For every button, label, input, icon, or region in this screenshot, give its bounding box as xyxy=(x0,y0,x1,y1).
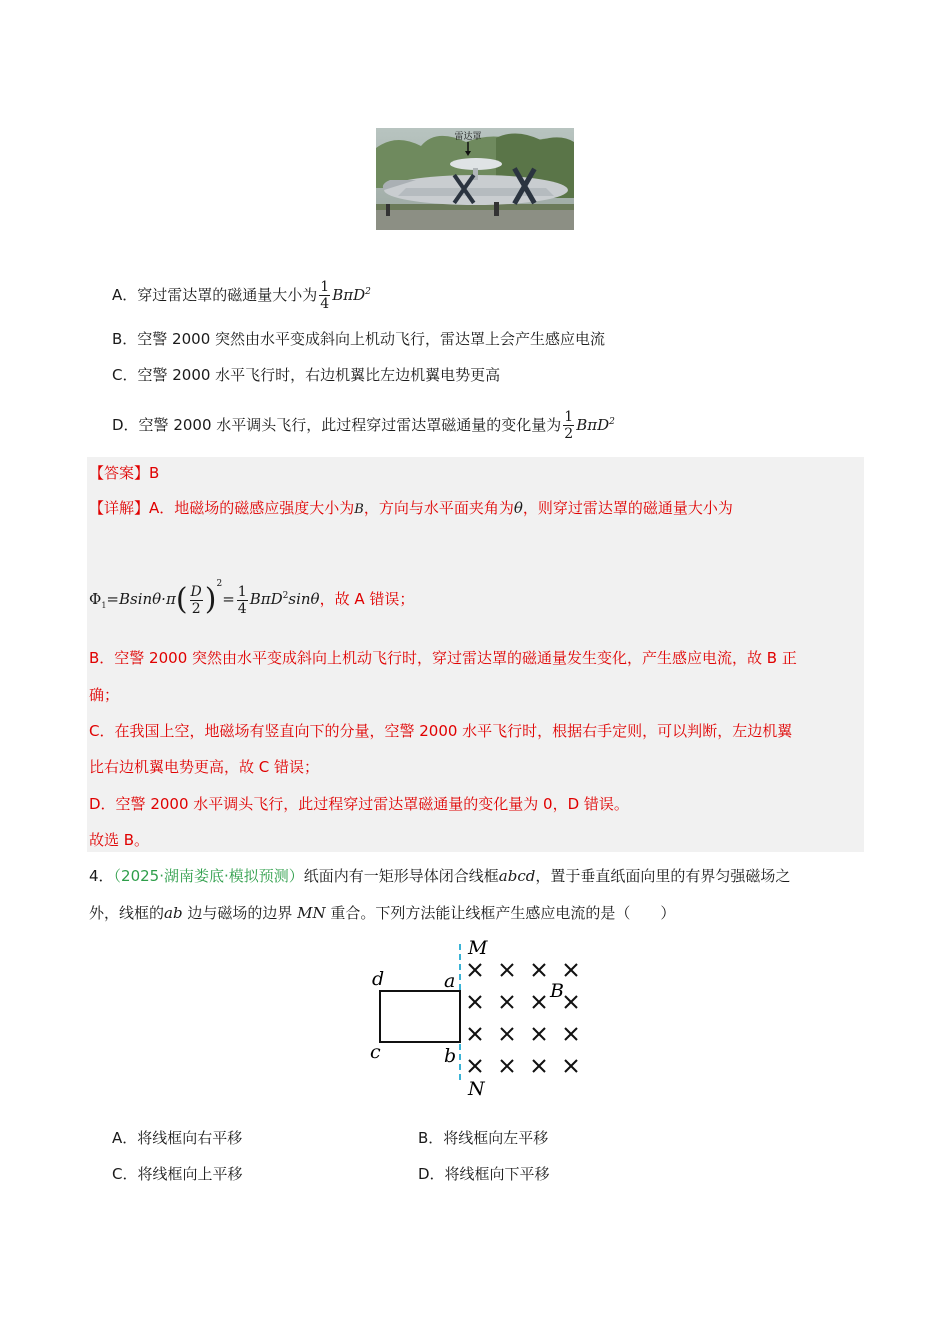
question4-line2: 外，线框的ab 边与磁场的边界 MN 重合。下列方法能让线框产生感应电流的是（ ） xyxy=(89,904,676,922)
answer-line xyxy=(89,462,159,484)
label-M: M xyxy=(468,937,488,959)
detail-label: 【详解】 xyxy=(89,499,150,517)
option-b-q3[interactable] xyxy=(112,328,605,350)
radar-dome-label: 雷达罩 xyxy=(454,132,482,142)
option-c-q3[interactable] xyxy=(112,364,500,386)
field-cross xyxy=(533,996,545,1008)
option-a-text: A．穿过雷达罩的磁通量大小为 xyxy=(112,286,318,304)
detail-a-line: 【详解】A．地磁场的磁感应强度大小为B，方向与水平面夹角为θ，则穿过雷达罩的磁通量大小为 xyxy=(89,499,733,517)
field-cross xyxy=(501,1028,513,1040)
field-cross xyxy=(469,1028,481,1040)
option-d-q3[interactable]: D．空警 2000 水平调头飞行，此过程穿过雷达罩磁通量的变化量为 $\frac{1}{2}$ BπD$^2$ xyxy=(112,409,615,442)
option-d-expr: BπD xyxy=(576,416,610,434)
field-diagram xyxy=(360,932,600,1104)
airplane-photo-icon xyxy=(376,128,574,230)
option-a-fraction: $\frac{1}{4}$ xyxy=(320,279,330,312)
field-cross xyxy=(469,996,481,1008)
answer-label: 【答案】 xyxy=(89,464,150,482)
flux-formula: $\Phi_1=Bsin\theta\cdot\pi$( $\frac{D}{2}$ )$^2$= $\frac{1}{4}$ BπD$^2$sinθ，故 A 错误； xyxy=(89,579,415,617)
field-cross xyxy=(565,1060,577,1072)
option-c-q4[interactable]: C．将线框向上平移 xyxy=(112,1165,243,1183)
conclusion-line: 故选 B。 xyxy=(89,831,150,849)
field-cross xyxy=(533,1028,545,1040)
field-cross xyxy=(501,1060,513,1072)
question-source: （2025·湖南娄底·模拟预测） xyxy=(113,867,304,885)
field-cross xyxy=(469,964,481,976)
field-cross xyxy=(565,996,577,1008)
label-d: d xyxy=(372,968,385,990)
field-cross xyxy=(533,1060,545,1072)
label-a: a xyxy=(444,970,456,992)
option-d-fraction: $\frac{1}{2}$ xyxy=(564,409,574,442)
detail-d-line: D．空警 2000 水平调头飞行，此过程穿过雷达罩磁通量的变化量为 0，D 错误。 xyxy=(89,795,629,813)
detail-c-line1: C．在我国上空，地磁场有竖直向下的分量，空警 2000 水平飞行时，根据右手定则，可以判断，左边机翼 xyxy=(89,722,793,740)
option-b-q4[interactable]: B．将线框向左平移 xyxy=(418,1129,549,1147)
detail-b-line2: 确； xyxy=(89,686,120,704)
label-B: B xyxy=(550,980,564,1002)
field-cross xyxy=(501,996,513,1008)
label-b: b xyxy=(444,1045,457,1067)
question-number: 4． xyxy=(89,867,114,885)
option-a-q4[interactable]: A．将线框向右平移 xyxy=(112,1129,243,1147)
field-cross xyxy=(565,1028,577,1040)
detail-c-line2: 比右边机翼电势更高，故 C 错误； xyxy=(89,758,320,776)
question4-line1: 4．（2025·湖南娄底·模拟预测）纸面内有一矩形导体闭合线框abcd，置于垂直纸面向里的有界匀强磁场之 xyxy=(89,867,791,885)
field-cross xyxy=(469,1060,481,1072)
field-cross xyxy=(533,964,545,976)
option-b-text: B．空警 2000 突然由水平变成斜向上机动飞行，雷达罩上会产生感应电流 xyxy=(112,330,606,348)
detail-b-line1: B．空警 2000 突然由水平变成斜向上机动飞行时，穿过雷达罩的磁通量发生变化，产生感应电流，故 B 正 xyxy=(89,649,797,667)
option-a-expr: BπD xyxy=(332,286,366,304)
field-cross xyxy=(501,964,513,976)
field-cross xyxy=(565,964,577,976)
option-c-text: C．空警 2000 水平飞行时，右边机翼比左边机翼电势更高 xyxy=(112,366,501,384)
label-c: c xyxy=(370,1041,381,1063)
airplane-photo xyxy=(376,128,574,230)
answer-value: B xyxy=(149,464,160,482)
option-d-text: D．空警 2000 水平调头飞行，此过程穿过雷达罩磁通量的变化量为 xyxy=(112,416,562,434)
option-a-q3[interactable]: A．穿过雷达罩的磁通量大小为 $\frac{1}{4}$ BπD$^2$ xyxy=(112,279,371,312)
option-d-q4[interactable]: D．将线框向下平移 xyxy=(418,1165,550,1183)
label-N: N xyxy=(468,1078,485,1100)
